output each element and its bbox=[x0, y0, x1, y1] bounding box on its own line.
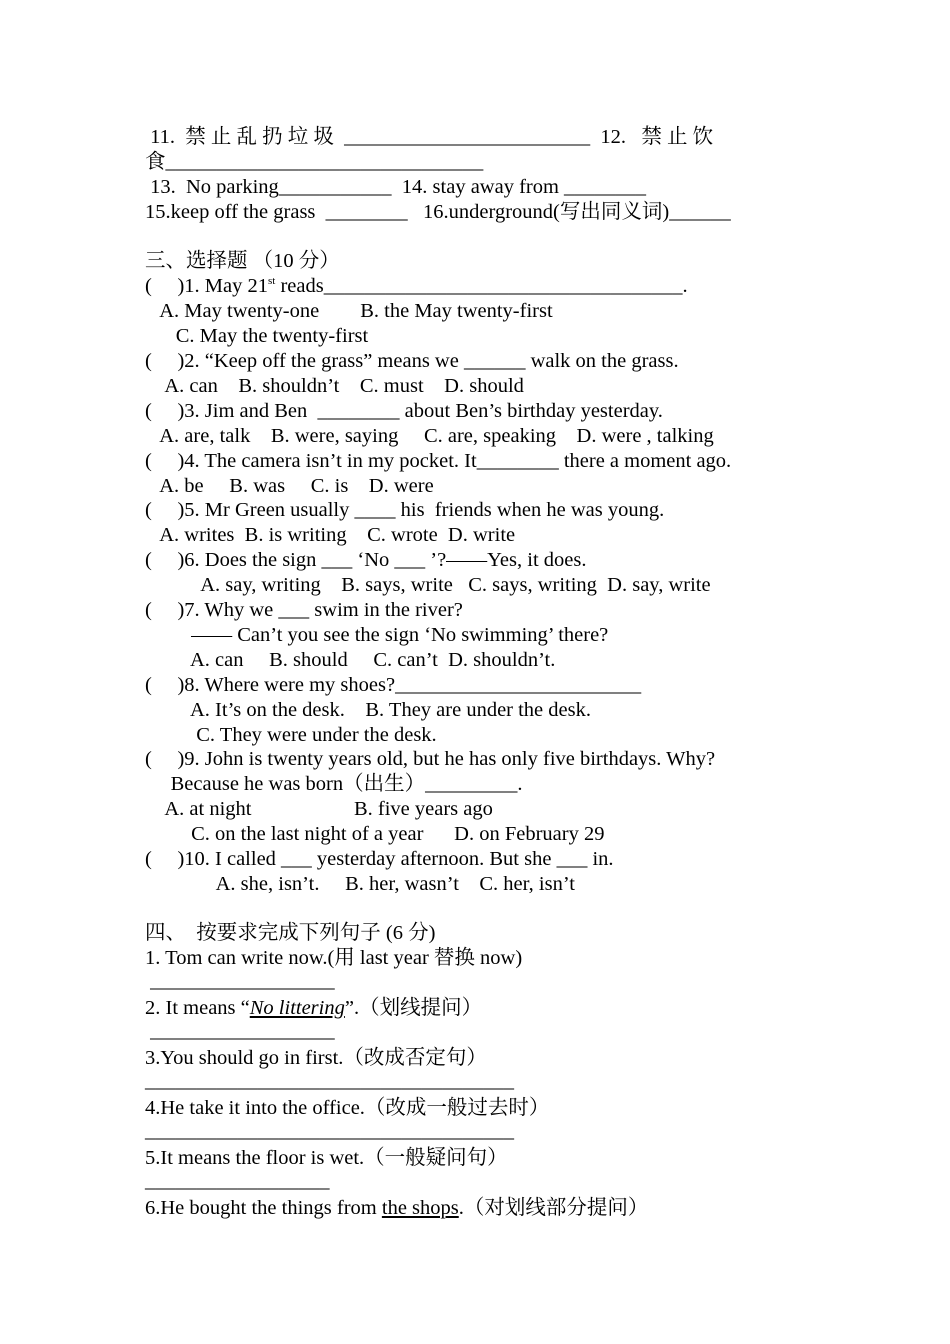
sentence-5: 5.It means the floor is wet.（一般疑问句） bbox=[145, 1147, 508, 1169]
sentence-3-answer-line: ____________________________________ bbox=[145, 1070, 514, 1092]
question-5: ( )5. Mr Green usually ____ his friends when he was young. bbox=[145, 499, 665, 521]
question-7: ( )7. Why we ___ swim in the river? bbox=[145, 599, 463, 621]
question-7-reply: —— Can’t you see the sign ‘No swimming’ there? bbox=[145, 624, 609, 646]
sentence-3: 3.You should go in first.（改成否定句） bbox=[145, 1047, 487, 1069]
sentence-6-pre: 6.He bought the things from bbox=[145, 1197, 382, 1219]
sentence-6-post: .（对划线部分提问） bbox=[458, 1197, 649, 1219]
section-3-heading: 三、选择题 （10 分） bbox=[145, 250, 340, 272]
sentence-2-pre: 2. It means “ bbox=[145, 997, 250, 1019]
question-10-options: A. she, isn’t. B. her, wasn’t C. her, isn’t bbox=[145, 873, 575, 895]
sentence-6-underlined: the shops bbox=[381, 1197, 459, 1219]
question-6: ( )6. Does the sign ___ ‘No ___ ’?——Yes, it does. bbox=[145, 549, 587, 571]
sentence-2-post: ”.（划线提问） bbox=[344, 997, 483, 1019]
question-1-options-a: A. May twenty-one B. the May twenty-first bbox=[145, 300, 553, 322]
question-2: ( )2. “Keep off the grass” means we ______ walk on the grass. bbox=[145, 350, 679, 372]
sentence-1-answer-line: __________________ bbox=[145, 970, 335, 992]
section-4-heading: 四、 按要求完成下列句子 (6 分) bbox=[145, 922, 436, 944]
sentence-2-underlined: No littering bbox=[249, 997, 345, 1019]
sentence-4-answer-line: ____________________________________ bbox=[145, 1120, 514, 1142]
sentence-6 bbox=[145, 1196, 648, 1220]
sentence-4: 4.He take it into the office.（改成一般过去时） bbox=[145, 1097, 550, 1119]
question-5-options: A. writes B. is writing C. wrote D. write bbox=[145, 524, 516, 546]
question-6-options: A. say, writing B. says, write C. says, writing D. say, write bbox=[145, 574, 711, 596]
vocab-line-15-16: 15.keep off the grass ________ 16.underground(写出同义词)______ bbox=[145, 201, 731, 223]
sentence-1: 1. Tom can write now.(用 last year 替换 now) bbox=[145, 947, 523, 969]
sentence-2-answer-line: __________________ bbox=[145, 1020, 335, 1042]
vocab-line-11-12: 11. 禁 止 乱 扔 垃 圾 ________________________ 12. 禁 止 饮 bbox=[145, 126, 714, 148]
question-1 bbox=[145, 274, 688, 298]
vocab-line-13-14: 13. No parking___________ 14. stay away from ________ bbox=[145, 176, 647, 198]
question-1-pre: ( )1. May 21 bbox=[145, 275, 268, 297]
vocab-line-12-cont: 食_______________________________ bbox=[145, 151, 484, 173]
question-2-options: A. can B. shouldn’t C. must D. should bbox=[145, 375, 524, 397]
question-1-options-b: C. May the twenty-first bbox=[145, 325, 369, 347]
question-8: ( )8. Where were my shoes?________________________ bbox=[145, 674, 642, 696]
question-9-cont: Because he was born（出生）_________. bbox=[145, 773, 523, 795]
sentence-2 bbox=[145, 996, 482, 1020]
question-3: ( )3. Jim and Ben ________ about Ben’s birthday yesterday. bbox=[145, 400, 663, 422]
question-9: ( )9. John is twenty years old, but he has only five birthdays. Why? bbox=[145, 748, 716, 770]
question-4-options: A. be B. was C. is D. were bbox=[145, 475, 434, 497]
question-9-options-b: C. on the last night of a year D. on February 29 bbox=[145, 823, 605, 845]
question-8-options-a: A. It’s on the desk. B. They are under the desk. bbox=[145, 699, 591, 721]
question-7-options: A. can B. should C. can’t D. shouldn’t. bbox=[145, 649, 556, 671]
sentence-5-answer-line: __________________ bbox=[145, 1170, 330, 1192]
question-3-options: A. are, talk B. were, saying C. are, speaking D. were , talking bbox=[145, 425, 714, 447]
question-1-post: reads___________________________________. bbox=[275, 275, 688, 297]
question-8-options-b: C. They were under the desk. bbox=[145, 724, 437, 746]
question-9-options-a: A. at night B. five years ago bbox=[145, 798, 493, 820]
question-4: ( )4. The camera isn’t in my pocket. It________ there a moment ago. bbox=[145, 450, 732, 472]
question-10: ( )10. I called ___ yesterday afternoon. But she ___ in. bbox=[145, 848, 614, 870]
question-1-sup: st bbox=[267, 275, 276, 288]
